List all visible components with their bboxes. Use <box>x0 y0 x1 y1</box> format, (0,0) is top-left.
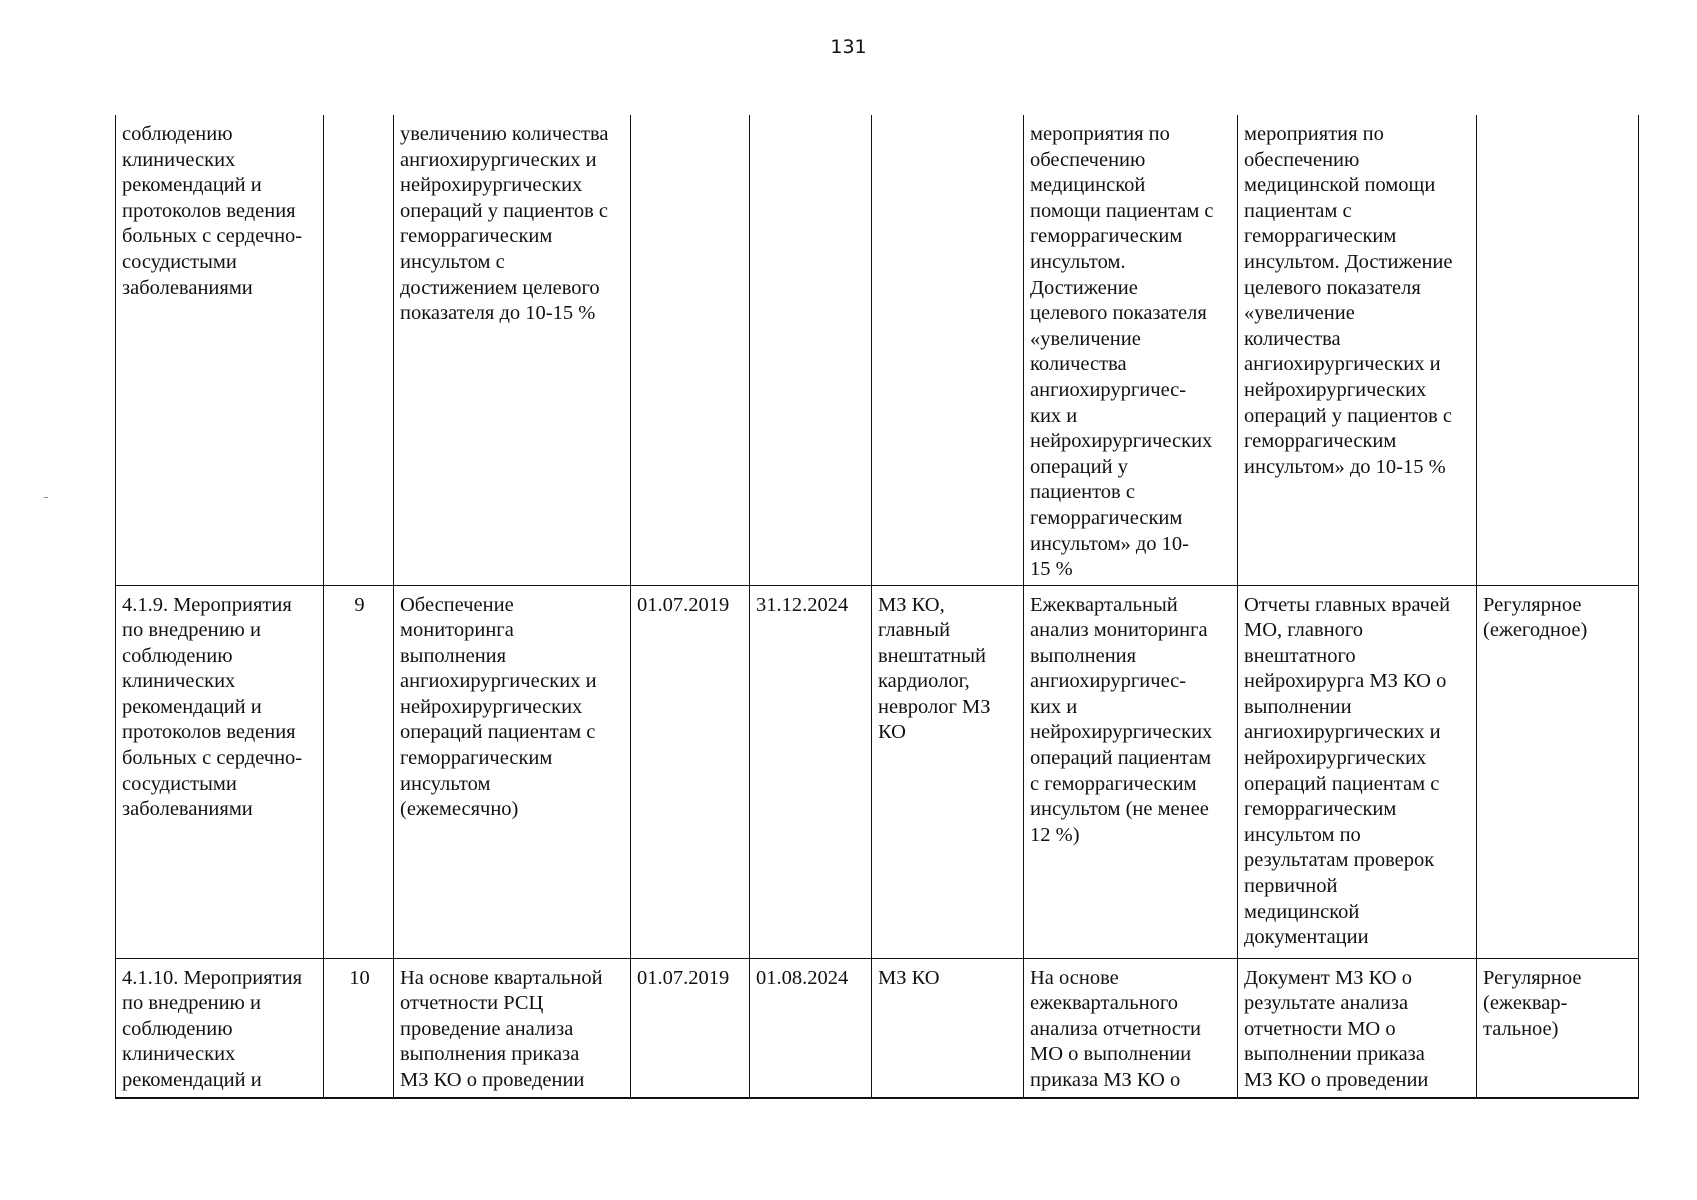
cell-start-date: 01.07.2019 <box>631 958 750 1098</box>
cell-indicator: мероприятия по обеспечению медицинской помощи пациентам с геморрагическим инсультом. Достижение целевого показателя «увеличение количества ангиохирургичес- ких и нейрохирургических операций у пациентов с геморрагическим инсультом» до 10- 15 % <box>1024 115 1238 585</box>
cell-frequency: Регулярное (ежеквар- тальное) <box>1477 958 1639 1098</box>
cell-end-date <box>750 115 872 585</box>
table-row <box>116 958 1639 1098</box>
cell-name: 4.1.10. Мероприятия по внедрению и соблюдению клинических рекомендаций и <box>116 958 324 1098</box>
table-row <box>116 585 1639 958</box>
cell-responsible <box>872 115 1024 585</box>
cell-responsible: МЗ КО <box>872 958 1024 1098</box>
cell-name: 4.1.9. Мероприятия по внедрению и соблюдению клинических рекомендаций и протоколов ведения больных с сердечно- сосудистыми заболеваниями <box>116 585 324 958</box>
cell-start-date <box>631 115 750 585</box>
cell-responsible: МЗ КО, главный внештатный кардиолог, невролог МЗ КО <box>872 585 1024 958</box>
cell-action: На основе квартальной отчетности РСЦ проведение анализа выполнения приказа МЗ КО о проведении <box>394 958 631 1098</box>
page-number: 131 <box>830 36 867 58</box>
cell-frequency <box>1477 115 1639 585</box>
cell-indicator: Ежеквартальный анализ мониторинга выполнения ангиохирургичес- ких и нейрохирургических операций пациентам с геморрагическим инсультом (не менее 12 %) <box>1024 585 1238 958</box>
cell-result: Отчеты главных врачей МО, главного внештатного нейрохирурга МЗ КО о выполнении ангиохирургических и нейрохирургических операций пациентам с геморрагическим инсультом по результатам проверок первичной медицинской документации <box>1238 585 1477 958</box>
cell-frequency: Регулярное (ежегодное) <box>1477 585 1639 958</box>
cell-end-date: 31.12.2024 <box>750 585 872 958</box>
cell-number <box>324 115 394 585</box>
cell-number: 10 <box>324 958 394 1098</box>
cell-start-date: 01.07.2019 <box>631 585 750 958</box>
cell-name: соблюдению клинических рекомендаций и протоколов ведения больных с сердечно- сосудистыми заболеваниями <box>116 115 324 585</box>
table-row <box>116 115 1639 585</box>
cell-result: мероприятия по обеспечению медицинской помощи пациентам с геморрагическим инсультом. Достижение целевого показателя «увеличение количества ангиохирургических и нейрохирургических операций у пациентов с геморрагическим инсультом» до 10-15 % <box>1238 115 1477 585</box>
cell-result: Документ МЗ КО о результате анализа отчетности МО о выполнении приказа МЗ КО о проведении <box>1238 958 1477 1098</box>
action-plan-table <box>115 115 1639 1099</box>
cell-action: увеличению количества ангиохирургических и нейрохирургических операций у пациентов с геморрагическим инсультом с достижением целевого показателя до 10-15 % <box>394 115 631 585</box>
margin-mark <box>44 497 48 498</box>
cell-indicator: На основе ежеквартального анализа отчетности МО о выполнении приказа МЗ КО о <box>1024 958 1238 1098</box>
cell-action: Обеспечение мониторинга выполнения ангиохирургических и нейрохирургических операций пациентам с геморрагическим инсультом (ежемесячно) <box>394 585 631 958</box>
cell-end-date: 01.08.2024 <box>750 958 872 1098</box>
cell-number: 9 <box>324 585 394 958</box>
